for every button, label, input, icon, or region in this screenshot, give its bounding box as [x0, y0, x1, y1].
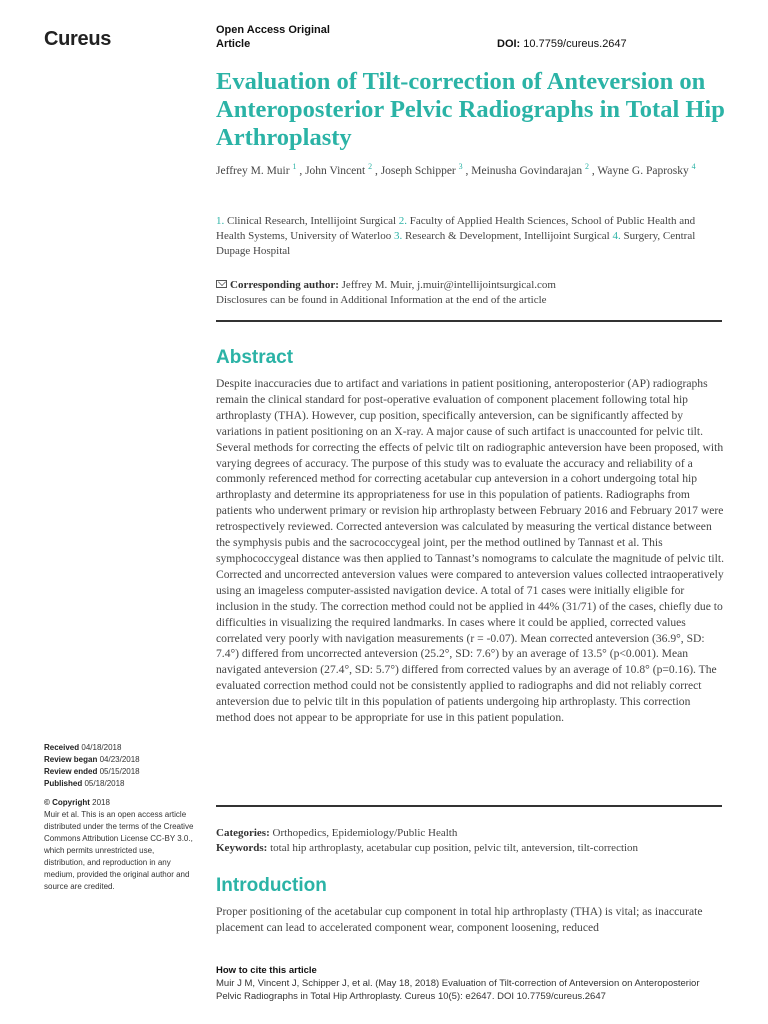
affil-text: Faculty of Applied Health Sciences, School of Public Health and Health Systems, University of Waterloo — [216, 215, 696, 242]
divider — [216, 805, 722, 807]
citation-text: Muir J M, Vincent J, Schipper J, et al. (May 18, 2018) Evaluation of Tilt-correction of Anteversion on Anteroposterior Pelvic Radiographs in Total Hip Arthroplasty. Cureus 10(5): e2647. DOI 10.7759/cureus.2647 — [216, 978, 700, 1002]
review-began-label: Review began — [44, 755, 98, 764]
article-title: Evaluation of Tilt-correction of Anteversion on Anteroposterior Pelvic Radiographs in Total Hip Arthroplasty — [216, 68, 725, 151]
review-ended-label: Review ended — [44, 767, 98, 776]
doi[interactable] — [497, 38, 627, 50]
introduction-text: Proper positioning of the acetabular cup component in total hip arthroplasty (THA) is vital; as inaccurate placement can lead to accelerated component wear, component loosening, reduced — [216, 905, 703, 934]
article-type-line2: Article — [216, 38, 251, 50]
author-affil-ref[interactable]: 3 — [458, 162, 463, 172]
received-label: Received — [44, 743, 80, 752]
categories-keywords — [216, 826, 726, 856]
published-date: 05/18/2018 — [84, 779, 125, 788]
affil-text: Research & Development, Intellijoint Surgical — [404, 230, 610, 242]
published-label: Published — [44, 779, 83, 788]
introduction-heading: Introduction — [216, 875, 327, 896]
received-date: 04/18/2018 — [81, 743, 122, 752]
correspondence — [216, 278, 726, 308]
affil-number: 4. — [612, 230, 621, 242]
copyright-row — [44, 797, 194, 809]
author-affil-ref[interactable]: 4 — [691, 162, 696, 172]
citation-heading: How to cite this article — [216, 965, 317, 976]
doi-label: DOI: — [497, 38, 521, 50]
categories-value: Orthopedics, Epidemiology/Public Health — [272, 827, 458, 839]
copyright-label: © Copyright — [44, 798, 90, 807]
published-row — [44, 778, 194, 790]
keywords-label: Keywords: — [216, 842, 268, 854]
author-list: Jeffrey M. Muir $^1$ , John Vincent $^2$ , Joseph Schipper $^3$ , Meinusha Govindarajan $^2$ , Wayne G. Paprosky $^4$ — [216, 162, 696, 177]
corresponding-author-label: Corresponding author: — [230, 279, 339, 291]
affiliations — [216, 214, 726, 259]
received-row — [44, 742, 194, 754]
abstract-text: Despite inaccuracies due to artifact and variations in patient positioning, anteroposterior (AP) radiographs remain the clinical standard for post-operative evaluation of component placement following total hip arthroplasty (THA). However, cup position, specifically anteversion, can be significantly affected by variations in patient positioning on an X-ray. A major cause of such artifact is unaccounted for pelvic tilt. Several methods for correcting the effects of pelvic tilt on radiographic anteversion have been proposed, with varying degrees of accuracy. The purpose of this study was to evaluate the accuracy and reliability of a commonly referenced method for correcting acetabular cup anteversion in a cohort undergoing total hip arthroplasty and determine its appropriateness for use in this population of patients. Radiographs from patients who underwent primary or revision hip arthroplasty between February 2016 and February 2017 were retrospectively reviewed. Corrected anteversion was calculated by measuring the vertical distance between the symphysis pubis and the sacrococcygeal joint, per the method outlined by Tannast et al. This symphococcygeal distance was then applied to Tannast’s nomograms to calculate the magnitude of pelvic tilt. Corrected and uncorrected anteversion values were compared to anteversion values collected intraoperatively using an imageless computer-assisted navigation device. A total of 71 cases were initially eligible for inclusion in the study. The correction method could not be applied in 44% (31/71) of the cases, chiefly due to difficulties in visualizing the required landmarks. In cases where it could be applied, corrected values correlated very poorly with navigation measurements (r = -0.07). Mean corrected anteversion (36.9°, SD: 7.4°) differed from uncorrected anteversion (25.2°, SD: 7.6°) by an average of 13.5° (p<0.001). Mean navigated anteversion (27.4°, SD: 5.7°) differed from corrected values by an average of 10.8° (p=0.16). The evaluated correction method could not be consistently applied to radiographs and did not reliably correct anteversion due to pelvic tilt in this population of patients undergoing hip arthroplasty. This correction method does not appear to be appropriate for use in this patient population. — [216, 377, 724, 725]
license-text: Muir et al. This is an open access article distributed under the terms of the Creative Commons Attribution License CC-BY 3.0., which permits unrestricted use, distribution, and reproduction in any medium, provided the original author and source are credited. — [44, 810, 194, 891]
author-affil-ref[interactable]: 2 — [368, 162, 373, 172]
abstract-heading: Abstract — [216, 347, 294, 368]
divider — [216, 320, 722, 322]
author-name[interactable]: Meinusha Govindarajan — [471, 165, 583, 177]
affil-number: 1. — [216, 215, 225, 227]
article-type-line1: Open Access Original — [216, 24, 330, 36]
keywords-value: total hip arthroplasty, acetabular cup position, pelvic tilt, anteversion, tilt-correction — [270, 842, 639, 854]
author-name[interactable]: Joseph Schipper — [380, 165, 456, 177]
categories-label: Categories: — [216, 827, 270, 839]
doi-value[interactable]: 10.7759/cureus.2647 — [523, 38, 627, 50]
cureus-logo: Cureus — [44, 28, 112, 50]
review-ended-date: 05/15/2018 — [99, 767, 140, 776]
article-history-sidebar — [44, 742, 194, 893]
envelope-icon — [216, 280, 227, 288]
affil-text: Clinical Research, Intellijoint Surgical — [227, 215, 397, 227]
disclosures-text: Disclosures can be found in Additional Information at the end of the article — [216, 294, 547, 306]
affil-text: Surgery, Central Dupage Hospital — [216, 230, 696, 257]
author-name[interactable]: John Vincent — [305, 165, 366, 177]
author-name[interactable]: Jeffrey M. Muir — [216, 165, 290, 177]
review-began-row — [44, 754, 194, 766]
affil-number: 2. — [398, 215, 408, 227]
review-began-date: 04/23/2018 — [99, 755, 140, 764]
author-name[interactable]: Wayne G. Paprosky — [597, 165, 689, 177]
copyright-year: 2018 — [92, 798, 110, 807]
author-affil-ref[interactable]: 1 — [292, 162, 297, 172]
affil-number: 3. — [393, 230, 403, 242]
author-affil-ref[interactable]: 2 — [584, 162, 589, 172]
corresponding-author-text[interactable]: Jeffrey M. Muir, j.muir@intellijointsurgical.com — [341, 279, 556, 291]
review-ended-row — [44, 766, 194, 778]
